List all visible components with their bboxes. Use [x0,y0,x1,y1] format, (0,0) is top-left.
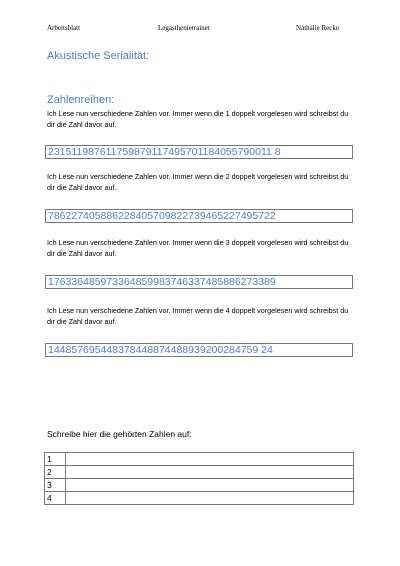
exercise-2-instruction: Ich Lese nun verschiedene Zahlen vor. Immer wenn die 2 doppelt vorgelesen wird schreibst du dir die Zahl davor auf. [47,172,349,192]
answer-row-number: 3 [45,479,66,492]
exercise-3-instruction: Ich Lese nun verschiedene Zahlen vor. Immer wenn die 3 doppelt vorgelesen wird schreibst du dir die Zahl davor auf. [47,238,349,258]
answer-cell[interactable] [66,492,354,505]
answer-row [45,479,354,492]
header-author-name: Nathalie Recke [296,24,339,32]
answer-table [44,452,354,505]
answer-prompt: Schreibe hier die gehörten Zahlen auf: [47,429,192,439]
answer-row [45,466,354,479]
answer-row [45,453,354,466]
page-header [47,24,339,36]
exercise-3-number-sequence: 176336485973364859983746337485886273389 [45,275,353,289]
answer-row-number: 1 [45,453,66,466]
answer-cell[interactable] [66,453,354,466]
answer-row [45,492,354,505]
header-trainer-label: Legasthenietrainer [158,24,211,32]
exercise-2-number-sequence: 786227405886228405709822739465227495722 [45,209,353,223]
page-title: Akustische Serialität: [47,50,150,62]
answer-row-number: 2 [45,466,66,479]
section-title: Zahlenreihen: [47,94,115,106]
answer-cell[interactable] [66,466,354,479]
exercise-1-instruction: Ich Lese nun verschiedene Zahlen vor. Immer wenn die 1 doppelt vorgelesen wird schreibst du dir die Zahl davor auf. [47,109,349,129]
answer-row-number: 4 [45,492,66,505]
header-worksheet-label: Arbeitsblatt [47,24,81,32]
exercise-1-number-sequence: 231511987611759879117495701184055790011 8 [45,145,353,159]
answer-cell[interactable] [66,479,354,492]
exercise-4-number-sequence: 144857695448378448874488939200284759 24 [45,343,353,357]
exercise-4-instruction: Ich Lese nun verschiedene Zahlen vor. Immer wenn die 4 doppelt vorgelesen wird schreibst du dir die Zahl davor auf. [47,306,349,326]
